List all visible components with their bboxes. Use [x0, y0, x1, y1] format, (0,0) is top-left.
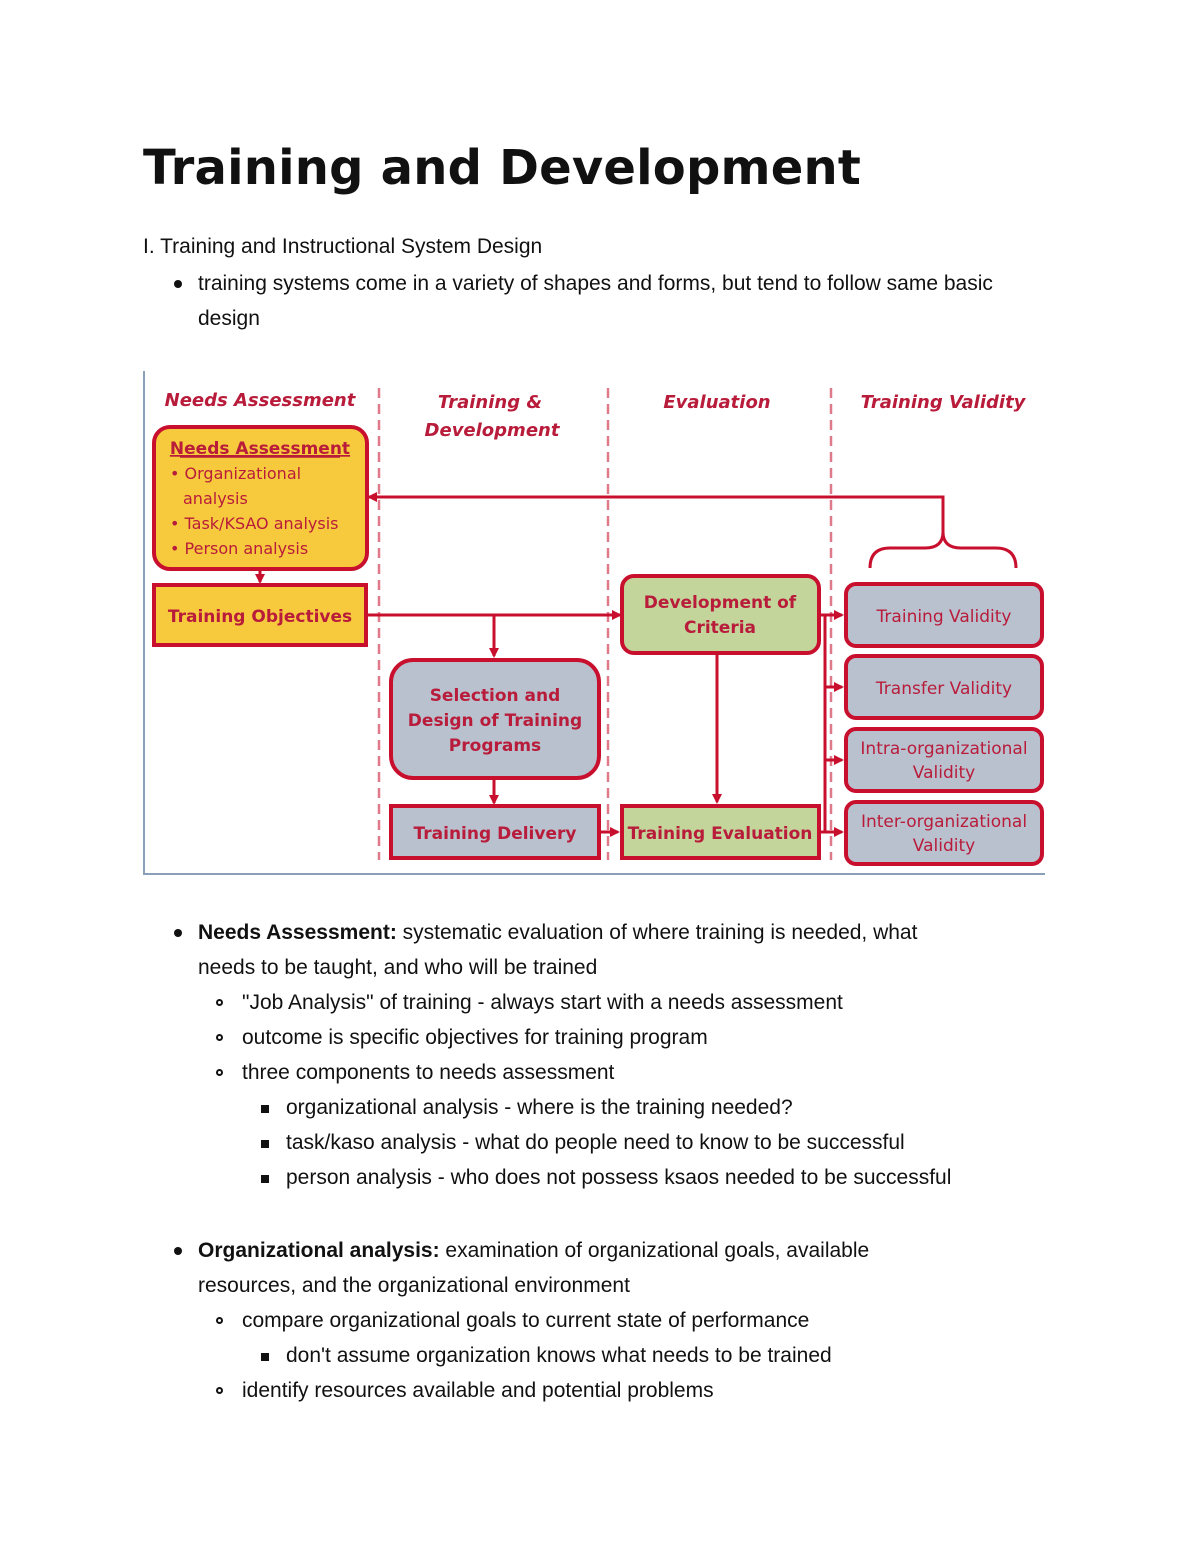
list-item — [198, 915, 917, 950]
sub-bullet-marker — [216, 1317, 223, 1324]
needs-box-title: Needs Assessment — [169, 439, 351, 459]
selection-line: Design of Training — [407, 711, 583, 731]
sub-list-item: "Job Analysis" of training - always start with a needs assessment — [242, 991, 843, 1014]
sub-sub-list-item: task/kaso analysis - what do people need to know to be successful — [286, 1131, 905, 1154]
needs-item: • Organizational — [170, 464, 302, 483]
needs-item: • Task/KSAO analysis — [170, 514, 339, 533]
term-definition: examination of organizational goals, available — [439, 1239, 870, 1262]
col-needs-assessment: Needs Assessment — [164, 390, 356, 411]
sub-sub-bullet-marker — [261, 1353, 269, 1361]
sub-sub-bullet-marker — [261, 1175, 269, 1183]
sub-sub-bullet-marker — [261, 1105, 269, 1113]
validity-label: Transfer Validity — [875, 679, 1013, 699]
term-label: Needs Assessment: — [198, 921, 397, 944]
needs-item: analysis — [183, 489, 248, 508]
criteria-line: Criteria — [683, 618, 757, 638]
sub-sub-list-item: person analysis - who does not possess ksaos needed to be successful — [286, 1166, 952, 1189]
bullet-marker — [174, 280, 182, 288]
term-label: Organizational analysis: — [198, 1239, 440, 1262]
validity-label: Intra-organizational — [860, 739, 1028, 759]
term-definition: systematic evaluation of where training is needed, what — [396, 921, 918, 944]
selection-line: Programs — [448, 736, 542, 756]
sub-list-item: compare organizational goals to current state of performance — [242, 1309, 810, 1332]
training-evaluation-label: Training Evaluation — [627, 824, 813, 844]
sub-bullet-marker — [216, 1069, 223, 1076]
bullet-marker — [174, 929, 182, 937]
col-training-validity: Training Validity — [860, 392, 1026, 413]
sub-list-item: three components to needs assessment — [242, 1061, 615, 1084]
sub-list-item: outcome is specific objectives for training program — [242, 1026, 708, 1049]
bullet-marker — [174, 1247, 182, 1255]
validity-label: Inter-organizational — [860, 812, 1028, 832]
page-title: Training and Development — [143, 140, 862, 196]
sub-sub-list-item: organizational analysis - where is the training needed? — [286, 1096, 793, 1119]
list-item-continuation: needs to be taught, and who will be trained — [198, 956, 598, 979]
intro-bullet-text: training systems come in a variety of shapes and forms, but tend to follow same basic design — [198, 272, 993, 330]
sub-bullet-marker — [216, 999, 223, 1006]
list-item — [198, 1233, 869, 1268]
validity-label: Training Validity — [876, 607, 1012, 627]
training-objectives-label: Training Objectives — [167, 607, 353, 627]
sub-sub-bullet-marker — [261, 1140, 269, 1148]
sub-sub-list-item: don't assume organization knows what needs to be trained — [286, 1344, 832, 1367]
sub-bullet-marker — [216, 1034, 223, 1041]
col-training-dev-1: Training & — [437, 392, 543, 413]
sub-list-item: identify resources available and potential problems — [242, 1379, 714, 1402]
validity-label: Validity — [912, 836, 976, 856]
training-delivery-label: Training Delivery — [413, 824, 577, 844]
list-item-continuation: resources, and the organizational environment — [198, 1274, 630, 1297]
development-criteria-box — [622, 576, 819, 653]
section-heading: I. Training and Instructional System Design — [143, 235, 543, 258]
training-system-diagram — [143, 371, 1045, 875]
validity-label: Validity — [912, 763, 976, 783]
criteria-line: Development of — [643, 593, 797, 613]
col-evaluation: Evaluation — [663, 392, 771, 413]
selection-line: Selection and — [429, 686, 561, 706]
needs-item: • Person analysis — [170, 539, 309, 558]
col-training-dev-2: Development — [424, 420, 560, 441]
sub-bullet-marker — [216, 1387, 223, 1394]
